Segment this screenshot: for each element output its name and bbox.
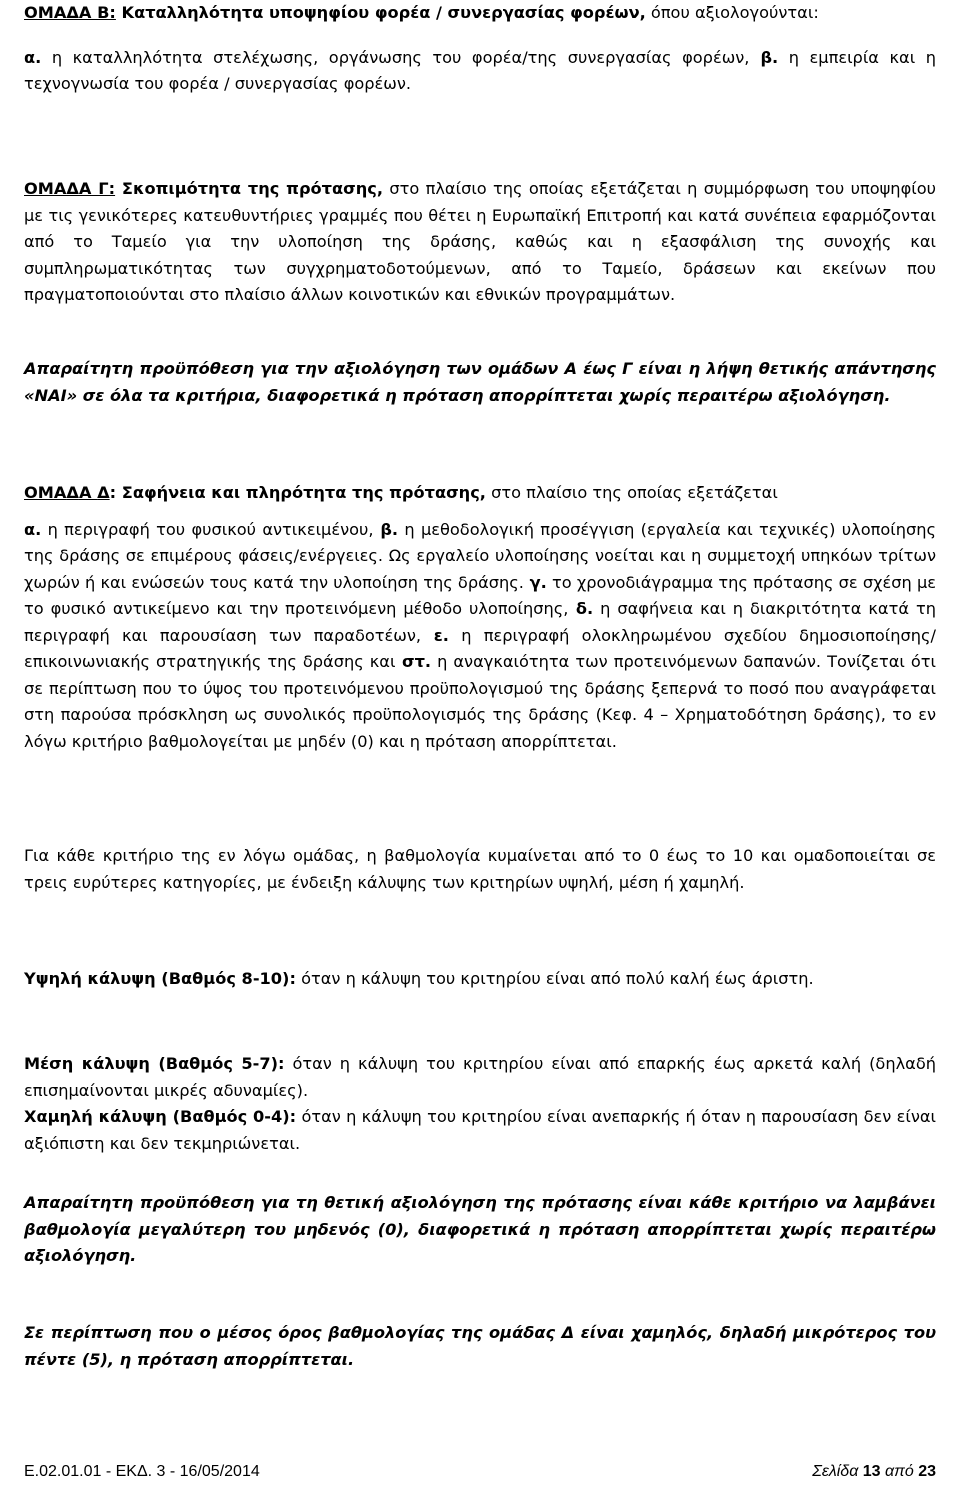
group-b-b-text: η εμπειρία και η τεχνογνωσία του φορέα / συνεργασίας φορέων.: [24, 47, 936, 93]
high-coverage-text: όταν η κάλυψη του κριτηρίου είναι από πολύ καλή έως άριστη.: [295, 969, 814, 988]
medium-coverage-text: όταν η κάλυψη του κριτηρίου είναι από επαρκής έως αρκετά καλή (δηλαδή επισημαίνονται μικρές αδυναμίες).: [24, 1054, 936, 1100]
group-d-title: [24, 480, 936, 507]
group-b-b-label: β.: [749, 47, 779, 67]
group-b-title-rest: όπου αξιολογούνται:: [645, 3, 819, 22]
low-coverage: [24, 1104, 936, 1157]
high-coverage-section: [24, 966, 936, 993]
high-coverage-label: Υψηλή κάλυψη (Βαθμός 8-10):: [24, 969, 296, 988]
scoring-intro-section: [24, 843, 936, 896]
medium-coverage: [24, 1051, 936, 1104]
group-d-prefix: ΟΜΑΔΑ Δ:: [24, 483, 117, 502]
low-average-rule: Σε περίπτωση που ο μέσος όρος βαθμολογίας της ομάδας Δ είναι χαμηλός, δηλαδή μικρότερος του πέντε (5), η πρόταση απορρίπτεται.: [24, 1323, 937, 1369]
low-average-section: [24, 1320, 936, 1373]
group-b-section: [24, 0, 936, 98]
group-b-title: [24, 0, 936, 27]
group-c-body: [24, 176, 936, 309]
group-b-title-bold: Καταλληλότητα υποψηφίου φορέα / συνεργασίας φορέων,: [115, 3, 646, 22]
group-c-title-bold: Σκοπιμότητα της πρότασης,: [115, 179, 383, 198]
prerequisite-positive-section: [24, 1190, 936, 1270]
scoring-intro: Για κάθε κριτήριο της εν λόγω ομάδας, η βαθμολογία κυμαίνεται από το 0 έως το 10 και ομαδοποιείται σε τρεις ευρύτερες κατηγορίες, με ένδειξη κάλυψης των κριτηρίων υψηλή, μέση ή χαμηλή.: [24, 846, 936, 892]
group-c-section: [24, 176, 936, 309]
group-b-a-label: α.: [24, 47, 42, 67]
group-c-text: στο πλαίσιο της οποίας εξετάζεται η συμμόρφωση του υποψηφίου με τις γενικότερες κατευθυντήριες γραμμές που θέτει η Ευρωπαϊκή Επιτροπή και κατά συνέπεια εφαρμόζονται από το Ταμείο για την υλοποίηση της δράσης, καθώς και η εξασφάλιση της συνοχής και συμπληρωματικότητας των συγχρηματοδοτούμενων, από το Ταμείο, δράσεων και εκείνων που πραγματοποιούνται στο πλαίσιο άλλων κοινοτικών και εθνικών προγραμμάτων.: [24, 179, 936, 304]
medium-coverage-label: Μέση κάλυψη (Βαθμός 5-7):: [24, 1054, 285, 1073]
medium-coverage-section: [24, 1051, 936, 1157]
group-d-title-bold: Σαφήνεια και πληρότητα της πρότασης,: [116, 483, 486, 502]
group-d-title-rest: στο πλαίσιο της οποίας εξετάζεται: [485, 483, 778, 502]
prerequisite-ac-section: [24, 356, 936, 409]
prerequisite-ac: Απαραίτητη προϋπόθεση για την αξιολόγηση των ομάδων Α έως Γ είναι η λήψη θετικής απάντησης «ΝΑΙ» σε όλα τα κριτήρια, διαφορετικά η πρόταση απορρίπτεται χωρίς περαιτέρω αξιολόγηση.: [24, 359, 936, 405]
low-coverage-text: όταν η κάλυψη του κριτηρίου είναι ανεπαρκής ή όταν η παρουσίαση δεν είναι αξιόπιστη και δεν τεκμηριώνεται.: [24, 1107, 937, 1153]
high-coverage: [24, 966, 936, 993]
group-b-prefix: ΟΜΑΔΑ Β:: [24, 3, 116, 22]
footer-page-number: Σελίδα 13 από 23: [812, 1463, 936, 1480]
footer-document-code: Ε.02.01.01 - ΕΚΔ. 3 - 16/05/2014: [24, 1463, 260, 1480]
group-b-a-text: η καταλληλότητα στελέχωσης, οργάνωσης του φορέα/της συνεργασίας φορέων,: [41, 47, 750, 67]
low-coverage-label: Χαμηλή κάλυψη (Βαθμός 0-4):: [24, 1107, 297, 1126]
prerequisite-positive: Απαραίτητη προϋπόθεση για τη θετική αξιολόγηση της πρότασης είναι κάθε κριτήριο να λαμβάνει βαθμολογία μεγαλύτερη του μηδενός (0), διαφορετικά η πρόταση απορρίπτεται χωρίς περαιτέρω αξιολόγηση.: [24, 1193, 936, 1265]
group-b-body: [24, 45, 936, 98]
group-d-section: [24, 480, 936, 755]
group-d-body: α. η περιγραφή του φυσικού αντικειμένου, β. η μεθοδολογική προσέγγιση (εργαλεία και τεχνικές) υλοποίησης της δράσης σε επιμέρους φάσεις/ενέργειες. Ως εργαλείο υλοποίησης νοείται και η συμμετοχή υπηκόων τρίτων χωρών ή και ενώσεών τους κατά την υλοποίηση της δράσης. γ. το χρονοδιάγραμμα της πρότασης σε σχέση με το φυσικό αντικείμενο και την προτεινόμενη μέθοδο υλοποίησης, δ. η σαφήνεια και η διακριτότητα κατά τη περιγραφή και παρουσίαση των παραδοτέων, ε. η περιγραφή ολοκληρωμένου σχεδίου δημοσιοποίησης/επικοινωνιακής στρατηγικής της δράσης και στ. η αναγκαιότητα των προτεινόμενων δαπανών. Τονίζεται ότι σε περίπτωση που το ύψος του προτεινόμενου προϋπολογισμού της δράσης ξεπερνά το ποσό που αναγράφεται στη παρούσα πρόσκληση ως συνολικός προϋπολογισμός της δράσης (Κεφ. 4 – Χρηματοδότηση δράσης), το εν λόγω κριτήριο βαθμολογείται με μηδέν (0) και η πρόταση απορρίπτεται.: [24, 519, 937, 751]
group-c-prefix: ΟΜΑΔΑ Γ:: [24, 179, 116, 198]
